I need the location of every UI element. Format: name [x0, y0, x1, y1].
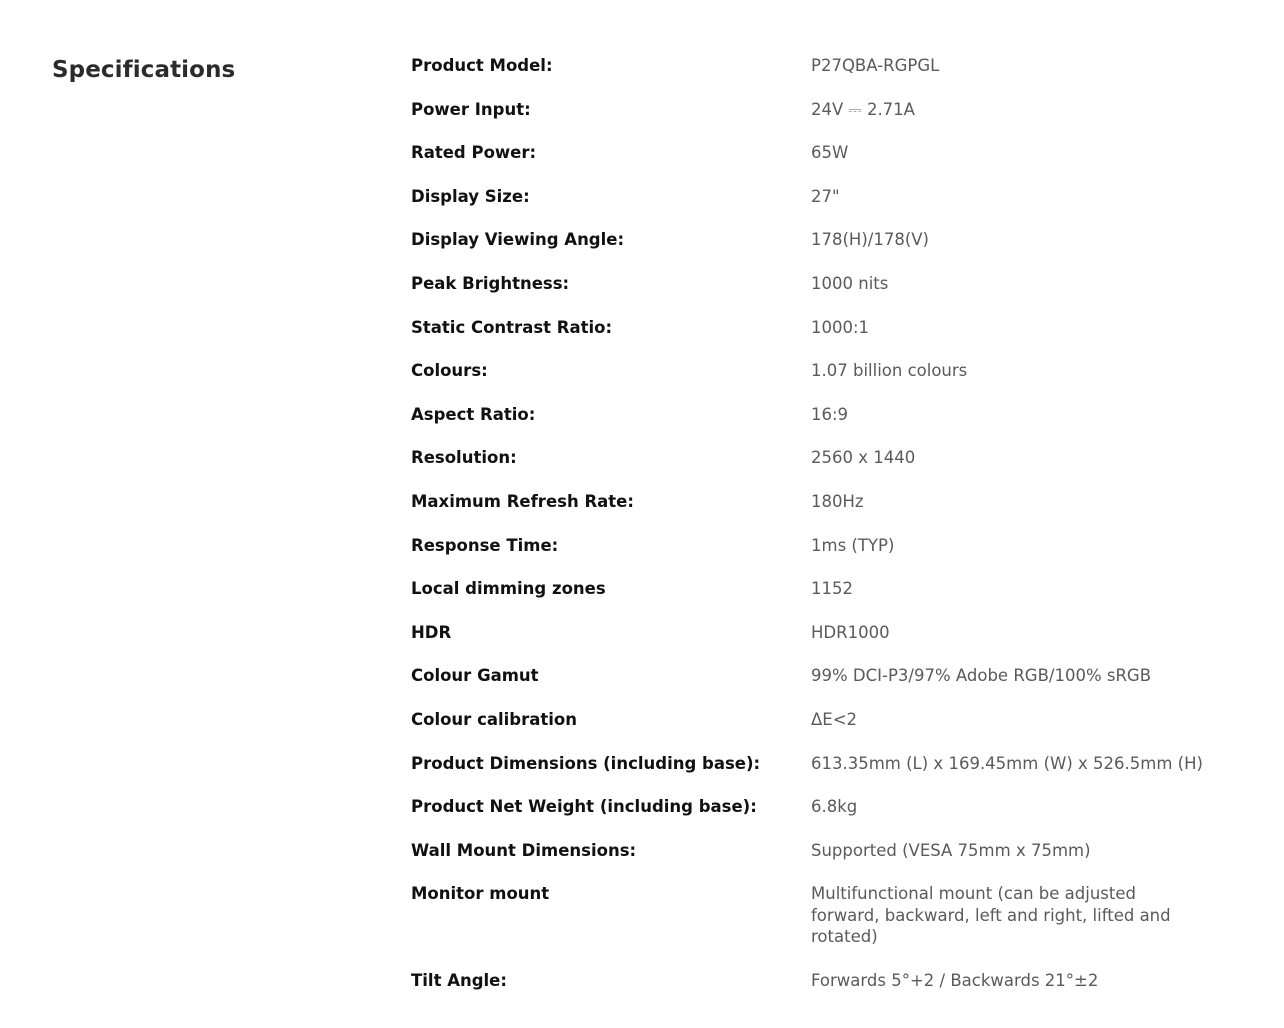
spec-value: 99% DCI-P3/97% Adobe RGB/100% sRGB	[811, 666, 1152, 686]
spec-value: 27"	[811, 186, 840, 206]
page-title: Specifications	[52, 57, 236, 83]
spec-row-dimming-zones	[411, 567, 1271, 611]
spec-value: 6.8kg	[811, 797, 858, 817]
spec-label: Product Model:	[411, 56, 553, 75]
spec-row-power-input	[411, 88, 1271, 132]
spec-label: Local dimming zones	[411, 579, 606, 599]
spec-row-product-model	[411, 44, 1271, 88]
spec-row-contrast-ratio	[411, 306, 1271, 350]
spec-value: 613.35mm (L) x 169.45mm (W) x 526.5mm (H)	[811, 753, 1203, 773]
spec-label: Peak Brightness:	[411, 273, 570, 293]
spec-row-hdr	[411, 611, 1271, 655]
spec-value: 65W	[811, 143, 849, 163]
spec-label: Colour Gamut	[411, 666, 539, 686]
spec-label: Wall Mount Dimensions:	[411, 840, 637, 860]
spec-row-refresh-rate	[411, 480, 1271, 524]
spec-row-colours	[411, 349, 1271, 393]
spec-value: HDR1000	[811, 622, 890, 642]
spec-label: Monitor mount	[411, 884, 550, 904]
spec-value: 178(H)/178(V)	[811, 230, 929, 250]
spec-value: 16:9	[811, 404, 849, 424]
spec-label: Display Viewing Angle:	[411, 230, 625, 250]
spec-row-rated-power	[411, 131, 1271, 175]
spec-label: Maximum Refresh Rate:	[411, 491, 634, 511]
spec-label: Aspect Ratio:	[411, 404, 536, 424]
spec-label: Product Dimensions (including base):	[411, 753, 761, 773]
spec-label: Static Contrast Ratio:	[411, 317, 613, 337]
spec-value: Multifunctional mount (can be adjusted forward, backward, left and right, lifted and rotated)	[811, 884, 1171, 947]
spec-row-viewing-angle	[411, 218, 1271, 262]
spec-row-wall-mount	[411, 829, 1271, 873]
spec-value: Supported (VESA 75mm x 75mm)	[811, 840, 1091, 860]
spec-row-aspect-ratio	[411, 393, 1271, 437]
spec-row-net-weight	[411, 785, 1271, 829]
spec-label: HDR	[411, 622, 452, 642]
spec-label: Product Net Weight (including base):	[411, 797, 757, 817]
spec-label: Tilt Angle:	[411, 971, 507, 991]
specifications-table	[411, 44, 1271, 1003]
spec-label: Rated Power:	[411, 143, 537, 163]
spec-row-peak-brightness	[411, 262, 1271, 306]
spec-label: Response Time:	[411, 535, 559, 555]
spec-row-display-size	[411, 175, 1271, 219]
spec-row-dimensions	[411, 742, 1271, 786]
spec-value: 1000:1	[811, 317, 870, 337]
spec-value: P27QBA-RGPGL	[811, 56, 940, 75]
spec-value: 1152	[811, 579, 853, 599]
spec-value: 1.07 billion colours	[811, 361, 968, 381]
spec-value: ΔE<2	[811, 709, 858, 729]
spec-value: 24V ⎓ 2.71A	[811, 99, 915, 119]
spec-label: Display Size:	[411, 186, 530, 206]
spec-label: Colours:	[411, 361, 488, 381]
spec-row-tilt-angle	[411, 959, 1271, 1003]
spec-value: 1ms (TYP)	[811, 535, 895, 555]
spec-row-colour-gamut	[411, 654, 1271, 698]
spec-label: Resolution:	[411, 448, 517, 468]
spec-row-colour-calibration	[411, 698, 1271, 742]
spec-value: 180Hz	[811, 491, 864, 511]
spec-row-response-time	[411, 524, 1271, 568]
spec-label: Colour calibration	[411, 709, 577, 729]
spec-value: 1000 nits	[811, 273, 889, 293]
spec-row-resolution	[411, 436, 1271, 480]
spec-label: Power Input:	[411, 99, 531, 119]
spec-row-monitor-mount	[411, 872, 1271, 959]
spec-value: 2560 x 1440	[811, 448, 916, 468]
spec-value: Forwards 5°+2 / Backwards 21°±2	[811, 971, 1099, 991]
